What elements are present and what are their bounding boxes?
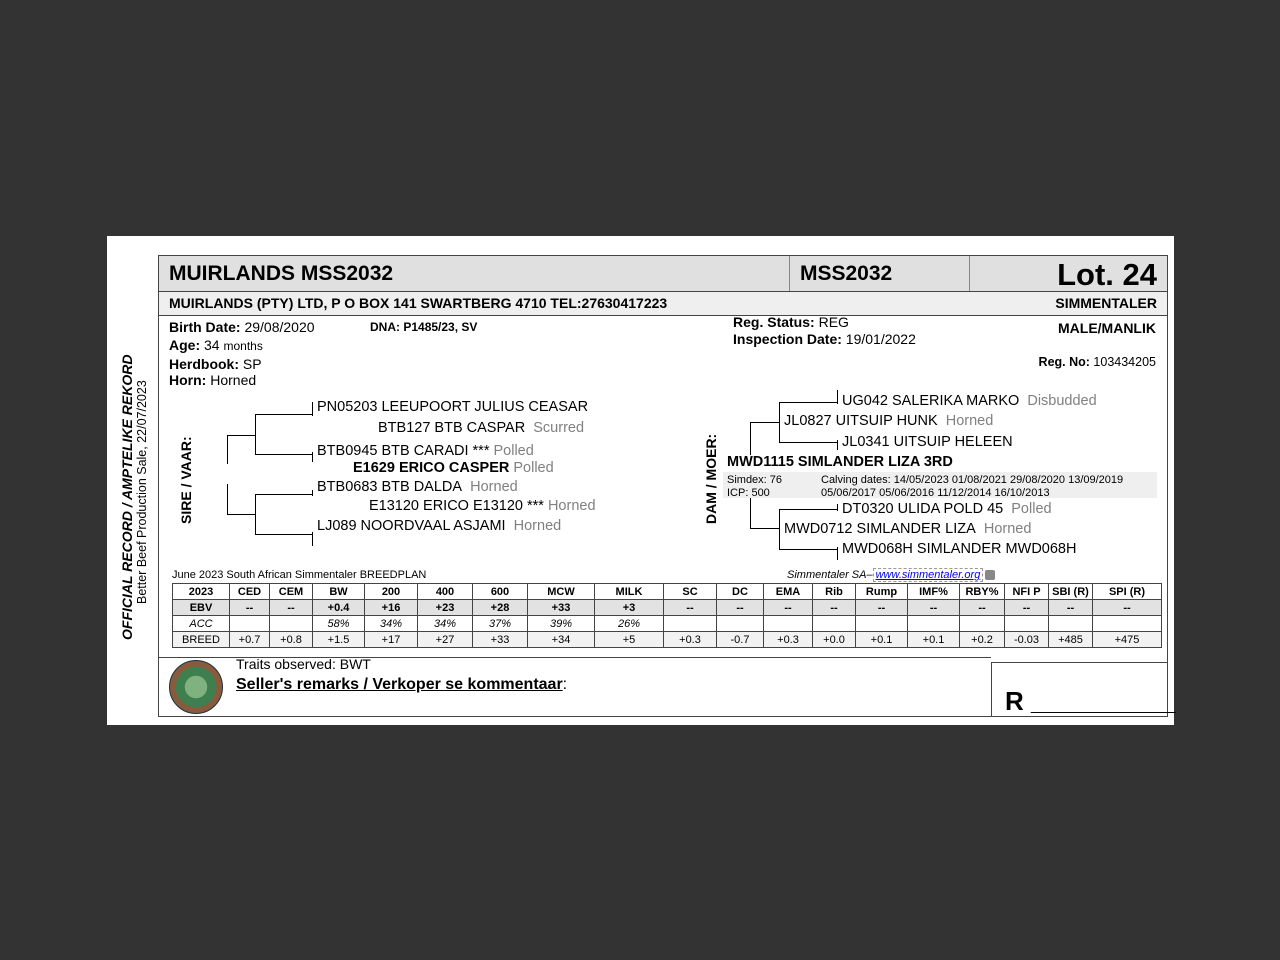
ebv-cell: CED — [230, 584, 270, 600]
official-record-label: OFFICIAL RECORD / AMPTELIKE REKORD — [119, 354, 135, 640]
breed-name: SIMMENTALER — [1055, 295, 1157, 311]
lot-number: Lot. 24 — [1057, 257, 1157, 292]
sire-sire-sire: PN05203 LEEUPOORT JULIUS CEASAR — [317, 399, 589, 415]
ebv-cell: -- — [908, 600, 960, 616]
ebv-cell: MILK — [595, 584, 664, 600]
ebv-cell: BW — [313, 584, 365, 600]
ebv-cell: +0.4 — [313, 600, 365, 616]
sire-dam-sire: BTB0683 BTB DALDA Horned — [317, 479, 518, 495]
ebv-cell — [813, 616, 856, 632]
simdex: Simdex: 76 — [727, 474, 783, 486]
ebv-cell: -- — [664, 600, 717, 616]
herdbook: Herdbook: SP — [169, 356, 262, 372]
ebv-cell: EMA — [764, 584, 813, 600]
ebv-cell — [270, 616, 313, 632]
ebv-cell: 26% — [595, 616, 664, 632]
ebv-source: Simmentaler SA– www.simmentaler.org — [787, 569, 995, 581]
dam-sire-sire: UG042 SALERIKA MARKO Disbudded — [842, 393, 1097, 409]
ebv-cell: +0.1 — [908, 632, 960, 648]
accuracy-row — [173, 616, 1162, 632]
ebv-cell: -0.03 — [1005, 632, 1049, 648]
owner-row — [158, 292, 1168, 316]
dam-sire: JL0827 UITSUIP HUNK Horned — [784, 413, 994, 429]
sire-label: SIRE / VAAR: — [178, 436, 194, 524]
dam-dam: MWD0712 SIMLANDER LIZA Horned — [784, 521, 1032, 537]
simmentaler-seal-logo — [169, 660, 223, 714]
ebv-cell: 34% — [418, 616, 473, 632]
ebv-cell: -- — [1093, 600, 1162, 616]
ebv-cell: +485 — [1049, 632, 1093, 648]
ebv-cell: +16 — [365, 600, 418, 616]
ebv-cell — [1005, 616, 1049, 632]
ebv-cell: Rump — [856, 584, 908, 600]
breed-average-row — [173, 632, 1162, 648]
ebv-cell: 39% — [528, 616, 595, 632]
ebv-cell: +0.3 — [664, 632, 717, 648]
ebv-cell: 34% — [365, 616, 418, 632]
sire-dam: E13120 ERICO E13120 *** Horned — [369, 498, 596, 514]
dam: MWD1115 SIMLANDER LIZA 3RD — [727, 454, 953, 470]
dam-dam-sire: DT0320 ULIDA POLD 45 Polled — [842, 501, 1052, 517]
ebv-cell: 400 — [418, 584, 473, 600]
ebv-cell: +475 — [1093, 632, 1162, 648]
ebv-cell — [960, 616, 1005, 632]
sire-sire-dam: BTB0945 BTB CARADI *** Polled — [317, 443, 534, 459]
traits-observed: Traits observed: BWT — [236, 656, 371, 672]
ebv-cell: +0.0 — [813, 632, 856, 648]
ebv-cell: SPI (R) — [1093, 584, 1162, 600]
ebv-cell: -- — [270, 600, 313, 616]
dam-label: DAM / MOER: — [703, 433, 719, 524]
ebv-cell: CEM — [270, 584, 313, 600]
ebv-cell: Rib — [813, 584, 856, 600]
sire-sire: BTB127 BTB CASPAR Scurred — [378, 420, 585, 436]
owner-details: MUIRLANDS (PTY) LTD, P O BOX 141 SWARTBERG 4710 TEL:27630417223 — [169, 295, 668, 311]
birth-date: Birth Date: 29/08/2020 — [169, 319, 315, 335]
ebv-cell: +17 — [365, 632, 418, 648]
seller-remarks: Seller's remarks / Verkoper se kommentaar: — [236, 676, 568, 693]
ebv-cell: -- — [717, 600, 764, 616]
ebv-cell — [230, 616, 270, 632]
ebv-cell: +1.5 — [313, 632, 365, 648]
ebv-cell: IMF% — [908, 584, 960, 600]
calving-dates-2: 05/06/2017 05/06/2016 11/12/2014 16/10/2013 — [821, 487, 1050, 499]
ebv-cell — [856, 616, 908, 632]
ebv-cell: SC — [664, 584, 717, 600]
ebv-cell: +33 — [473, 632, 528, 648]
ebv-cell: 600 — [473, 584, 528, 600]
ebv-cell — [764, 616, 813, 632]
animal-code: MSS2032 — [800, 262, 893, 285]
ebv-cell: 37% — [473, 616, 528, 632]
ebv-cell: +0.2 — [960, 632, 1005, 648]
ebv-cell: +0.1 — [856, 632, 908, 648]
ebv-cell — [908, 616, 960, 632]
ebv-cell: +28 — [473, 600, 528, 616]
sex: MALE/MANLIK — [1058, 320, 1156, 336]
ebv-cell: -- — [764, 600, 813, 616]
icp: ICP: 500 — [727, 487, 770, 499]
ebv-cell: DC — [717, 584, 764, 600]
ebv-cell: +33 — [528, 600, 595, 616]
ebv-cell: -0.7 — [717, 632, 764, 648]
ebv-cell: SBI (R) — [1049, 584, 1093, 600]
horn-status: Horn: Horned — [169, 372, 257, 388]
ebv-cell: RBY% — [960, 584, 1005, 600]
ebv-cell: -- — [856, 600, 908, 616]
link-icon — [985, 570, 995, 580]
ebv-cell: NFI P — [1005, 584, 1049, 600]
title-row — [158, 255, 1168, 292]
ebv-cell: 58% — [313, 616, 365, 632]
sale-label: Better Beef Production Sale, 22/07/2023 — [135, 380, 149, 604]
ebv-header-row — [173, 584, 1162, 600]
ebv-cell — [1093, 616, 1162, 632]
ebv-cell: -- — [1049, 600, 1093, 616]
ebv-table — [172, 583, 1162, 648]
reg-number: Reg. No: 103434205 — [1038, 355, 1156, 369]
ebv-cell: 2023 — [173, 584, 230, 600]
dam-dam-dam: MWD068H SIMLANDER MWD068H — [842, 541, 1077, 557]
ebv-cell: BREED — [173, 632, 230, 648]
ebv-cell: MCW — [528, 584, 595, 600]
ebv-cell: EBV — [173, 600, 230, 616]
ebv-cell: +23 — [418, 600, 473, 616]
ebv-cell — [664, 616, 717, 632]
dna-info: DNA: P1485/23, SV — [370, 320, 478, 334]
ebv-cell: +3 — [595, 600, 664, 616]
ebv-cell: +5 — [595, 632, 664, 648]
ebv-cell: +27 — [418, 632, 473, 648]
ebv-cell: +0.7 — [230, 632, 270, 648]
animal-name: MUIRLANDS MSS2032 — [169, 262, 394, 285]
ebv-cell — [717, 616, 764, 632]
ebv-cell: ACC — [173, 616, 230, 632]
ebv-cell — [1049, 616, 1093, 632]
ebv-cell: -- — [813, 600, 856, 616]
inspection-date: Inspection Date: 19/01/2022 — [733, 331, 916, 347]
ebv-row — [173, 600, 1162, 616]
dam-sire-dam: JL0341 UITSUIP HELEEN — [842, 434, 1013, 450]
sire: E1629 ERICO CASPER Polled — [353, 460, 554, 476]
lot-card — [107, 236, 1174, 725]
ebv-cell: -- — [230, 600, 270, 616]
calving-dates-1: Calving dates: 14/05/2023 01/08/2021 29/08/2020 13/09/2019 — [821, 474, 1124, 486]
simmentaler-link[interactable]: www.simmentaler.org — [873, 568, 984, 582]
ebv-cell: +0.8 — [270, 632, 313, 648]
reg-status: Reg. Status: REG — [733, 314, 849, 330]
price-field[interactable]: R __________ — [1005, 686, 1176, 716]
sire-dam-dam: LJ089 NOORDVAAL ASJAMI Horned — [317, 518, 562, 534]
ebv-cell: 200 — [365, 584, 418, 600]
age: Age: 34 months — [169, 337, 263, 353]
breedplan-caption: June 2023 South African Simmentaler BREEDPLAN — [172, 569, 427, 581]
ebv-cell: -- — [1005, 600, 1049, 616]
ebv-cell: +34 — [528, 632, 595, 648]
ebv-cell: -- — [960, 600, 1005, 616]
ebv-cell: +0.3 — [764, 632, 813, 648]
